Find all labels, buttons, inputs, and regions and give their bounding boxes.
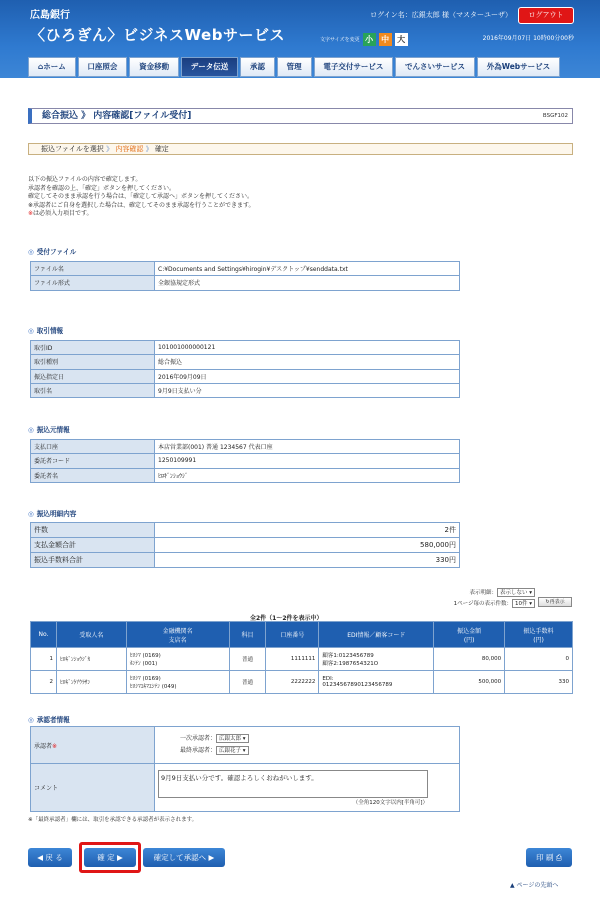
refresh-icon: ↻	[545, 599, 550, 605]
main-nav	[28, 57, 560, 77]
step-select-file: 振込ファイルを選択	[41, 145, 104, 153]
home-icon: ⌂	[37, 62, 44, 71]
step-indicator: 振込ファイルを選択 》 内容確認 》 確定	[28, 143, 573, 155]
tab-home[interactable]: ⌂ホーム	[28, 57, 76, 77]
bank-logo[interactable]: 広島銀行	[30, 10, 70, 21]
trans-info-table: 取引ID 101001000000121 取引種別 総合振込 振込指定日 2016年09月09日 取引名 9月9日支払い分	[30, 340, 460, 398]
font-size-label: 文字サイズを変更	[320, 37, 360, 43]
refresh-button[interactable]: ↻再表示	[538, 597, 572, 607]
step-confirm-content: 内容確認	[115, 145, 144, 153]
detail-display-select[interactable]: 表示しない ▾	[497, 588, 535, 597]
approver-table: 承認者※ 一次承認者： 広銀太郎 ▾ 最終承認者： 広銀花子 ▾ コメント 9月9日支払い分です。確認よろしくおねがいします。 （全角120文字以内[半角可]）	[30, 726, 460, 812]
datetime: 2016年09月07日 10時00分00秒	[482, 35, 574, 42]
service-name: 〈ひろぎん〉ビジネスWebサービス	[30, 26, 285, 44]
up-arrow-icon: ▲	[510, 882, 515, 889]
tab-approval[interactable]: 承認	[240, 57, 275, 77]
final-approver-select[interactable]: 広銀花子 ▾	[216, 746, 249, 755]
font-medium-button[interactable]: 中	[379, 33, 392, 46]
printer-icon: ⎙	[555, 853, 562, 862]
tab-forex-web[interactable]: 外為Webサービス	[477, 57, 560, 77]
tab-fund-transfer[interactable]: 資金移動	[129, 57, 179, 77]
instructions: 以下の振込ファイルの内容で確定します。 承認者を確認の上、「確定」ボタンを押してください。 確定してそのまま承認を行う場合は、「確定して承認へ」ボタンを押してください。 ※承認者にご自身を選択した場合は、確定してそのまま承認を行うことができます。 ※は必須入力項目です。	[28, 176, 255, 218]
detail-summary-table: 件数 2件 支払金額合計 580,000円 振込手数料合計 330円	[30, 522, 460, 568]
tab-e-delivery[interactable]: 電子交付サービス	[314, 57, 394, 77]
tab-management[interactable]: 管理	[277, 57, 312, 77]
table-row: 1 ﾋﾛｷﾞﾝｼｮｳｼﾞｶ ﾋﾛｼﾏ (0169) ﾎﾝﾃﾝ (001) 普通 1111111 顧客1:0123456789 顧客2:1987654321O 80,000 0	[31, 648, 573, 671]
footnote: ※「最終承認者」欄には、取引を承認できる承認者が表示されます。	[28, 817, 198, 823]
comment-textarea[interactable]: 9月9日支払い分です。確認よろしくおねがいします。	[158, 770, 428, 798]
tab-data-transmission[interactable]: データ伝送	[181, 57, 238, 77]
transfer-detail-table: No. 受取人名 金融機関名 支店名 科目 口座番号 EDI情報／顧客コード 振込金額 (円) 振込手数料 (円) 1 ﾋﾛｷﾞﾝｼｮｳｼﾞｶ ﾋﾛｼﾏ (0169) ﾎﾝﾃﾝ (001) 普通 1111111 顧客1:0123456789 顧客2:1987654321O 80,000 0 2 ﾋﾛｷﾞﾝｹｱｳﾗｻﾝ ﾋﾛｼﾏ (0169) ﾋﾛｼﾏｴｷﾏｴｼﾃﾝ (049) 普通 2222222 EDI: 01234567890123456789 500,000 330	[30, 621, 573, 694]
approver-section-heading: ◎ 承認者情報	[28, 714, 70, 724]
per-page-select[interactable]: 10件 ▾	[512, 599, 535, 608]
font-size-control	[320, 33, 408, 46]
page-title: 総合振込 》 内容確認[ファイル受付] BSGF102	[28, 108, 573, 124]
source-section-heading: ◎ 振込元情報	[28, 424, 70, 434]
print-button[interactable]: 印 刷 ⎙	[526, 848, 572, 867]
font-large-button[interactable]: 大	[395, 33, 408, 46]
table-row: 2 ﾋﾛｷﾞﾝｹｱｳﾗｻﾝ ﾋﾛｼﾏ (0169) ﾋﾛｼﾏｴｷﾏｴｼﾃﾝ (049) 普通 2222222 EDI: 01234567890123456789 500,000 330	[31, 671, 573, 694]
tab-densai[interactable]: でんさいサービス	[395, 57, 475, 77]
source-info-table: 支払口座 本店営業部(001) 普通 1234567 代表口座 委託者コード 1250109991 委託者名 ﾋﾛｷﾞﾝｼｮｳｼﾞ	[30, 439, 460, 483]
font-small-button[interactable]: 小	[363, 33, 376, 46]
tab-account-inquiry[interactable]: 口座照会	[78, 57, 128, 77]
step-complete: 確定	[154, 145, 169, 153]
confirm-button[interactable]: 確 定 ▶	[84, 848, 136, 867]
page-top-link[interactable]: ▲ ページの先頭へ	[510, 882, 559, 889]
header	[0, 0, 600, 78]
file-info-table: ファイル名 C:¥Documents and Settings¥hirogin¥デスクトップ¥senddata.txt ファイル形式 全銀協規定形式	[30, 261, 460, 291]
trans-section-heading: ◎ 取引情報	[28, 325, 63, 335]
confirm-approve-button[interactable]: 確定して承認へ ▶	[143, 848, 225, 867]
first-approver-select[interactable]: 広銀太郎 ▾	[216, 734, 249, 743]
screen-code: BSGF102	[542, 113, 568, 119]
back-button[interactable]: ◀ 戻 る	[28, 848, 72, 867]
file-section-heading: ◎ 受付ファイル	[28, 246, 76, 256]
logout-button[interactable]: ログアウト	[518, 7, 574, 24]
display-controls: 表示明細： 表示しない ▾ 1ページ毎の表示件数： 10件 ▾	[420, 588, 535, 610]
detail-section-heading: ◎ 振込明細内容	[28, 508, 76, 518]
login-name: ログイン名：広銀太郎 様（マスターユーザ）	[370, 11, 512, 19]
record-count: 全2件（1～2件を表示中）	[250, 615, 323, 622]
comment-hint: （全角120文字以内[半角可]）	[352, 799, 428, 806]
